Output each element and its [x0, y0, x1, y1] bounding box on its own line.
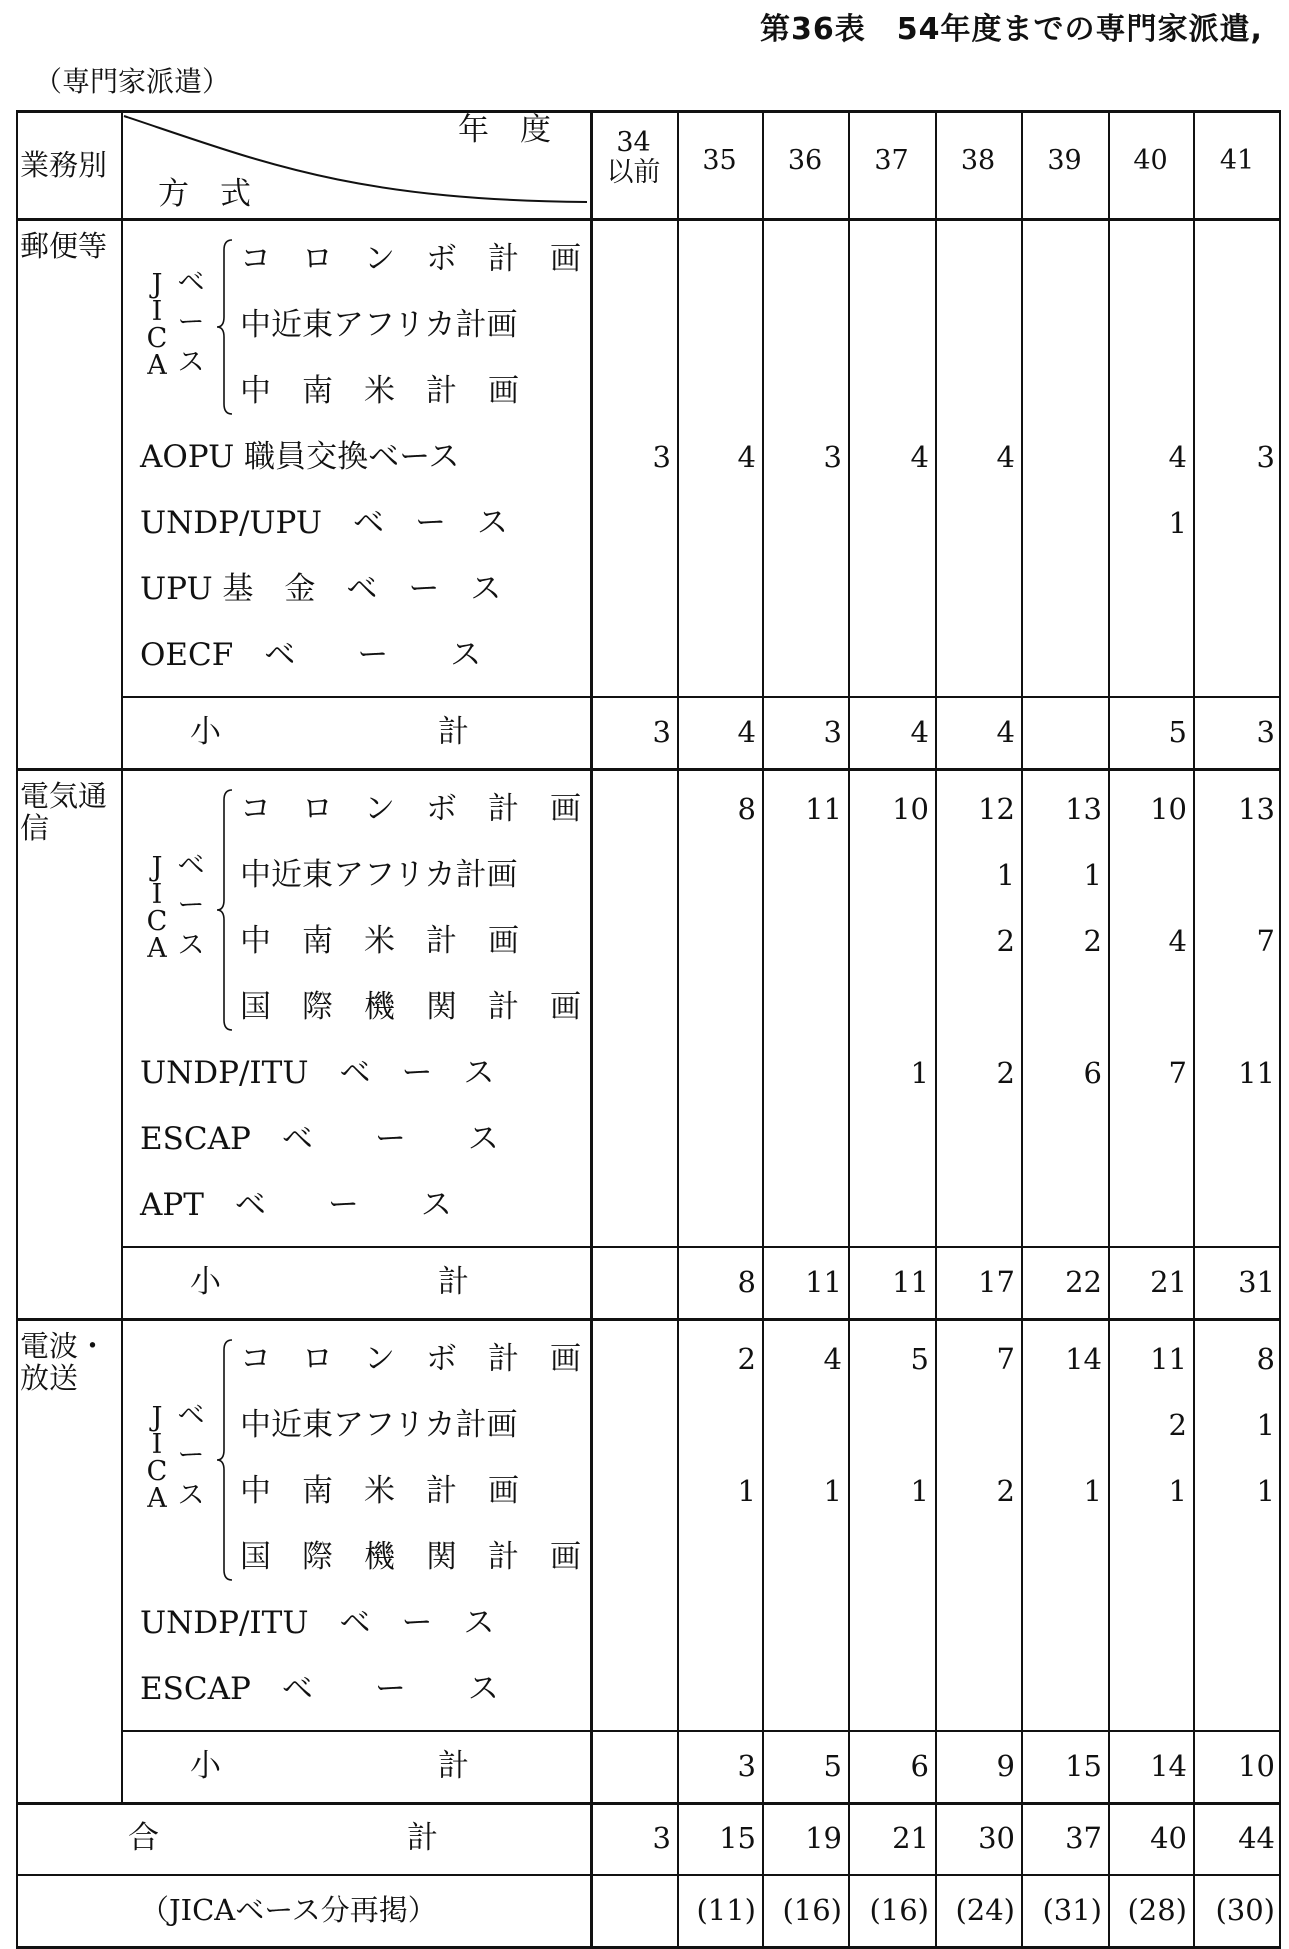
subtotal-row-cell-3: 11: [892, 1265, 929, 1299]
base-row-cell-4: 2: [996, 1056, 1015, 1090]
header-method: 方 式: [158, 176, 251, 212]
subtotal-row-cell-6: 21: [1150, 1265, 1187, 1299]
subtotal-row-cell-3: 4: [910, 715, 929, 749]
jica-row-label: コ ロ ン ボ 計 画: [240, 1341, 581, 1377]
jica-row-cell-3: 5: [910, 1342, 929, 1376]
jica-row-label: コ ロ ン ボ 計 画: [240, 791, 581, 827]
jica-row-label: 中 南 米 計 画: [240, 1473, 519, 1509]
table-left-rule: [16, 110, 18, 1946]
section-category-2: 電波・ 放送: [20, 1329, 108, 1395]
category-column-rule: [121, 110, 123, 218]
jica-row-cell-7: 1: [1256, 1474, 1275, 1508]
subtotal-row-cell-2: 11: [805, 1265, 842, 1299]
jica-row-cell-2: 4: [823, 1342, 842, 1376]
jica-brace-icon: [214, 788, 236, 1032]
total-row-cell-6: 40: [1150, 1821, 1187, 1855]
base-row-label: APT ベ ー ス: [140, 1187, 452, 1223]
jica-row-cell-3: 10: [892, 792, 929, 826]
subtotal-row-cell-4: 9: [996, 1749, 1015, 1783]
section-bottom-rule: [16, 768, 1281, 771]
subtotal-row-cell-5: 15: [1065, 1749, 1102, 1783]
subtotal-rule: [121, 1730, 1281, 1732]
jica-row-cell-2: 11: [805, 792, 842, 826]
header-year-4: 38: [960, 145, 996, 176]
header-bottom-rule: [16, 218, 1281, 221]
jica-row-cell-7: 7: [1256, 924, 1275, 958]
jica-row-cell-5: 14: [1065, 1342, 1102, 1376]
year-column-rule-1: [762, 110, 764, 1946]
jica-row-cell-5: 13: [1065, 792, 1102, 826]
base-row-cell-4: 4: [996, 440, 1015, 474]
year-column-rule-6: [1193, 110, 1195, 1946]
jica-row-cell-6: 1: [1168, 1474, 1187, 1508]
jica-restated-row-cell-5: (31): [1042, 1893, 1102, 1927]
base-row-label: AOPU 職員交換ベース: [140, 439, 460, 475]
jica-row-cell-5: 1: [1083, 1474, 1102, 1508]
jica-row-cell-7: 8: [1256, 1342, 1275, 1376]
subtotal-rule: [121, 696, 1281, 698]
base-row-cell-2: 3: [823, 440, 842, 474]
jica-row-cell-7: 13: [1238, 792, 1275, 826]
total-row-cell-3: 21: [892, 1821, 929, 1855]
jica-brace-icon: [214, 1338, 236, 1582]
total-row-cell-5: 37: [1065, 1821, 1102, 1855]
total-row-cell-7: 44: [1238, 1821, 1275, 1855]
section-category-0: 郵便等: [20, 229, 108, 263]
label-column-rule: [590, 110, 593, 1946]
header-year-1: 35: [702, 145, 737, 176]
jica-restated-row-cell-6: (28): [1127, 1893, 1187, 1927]
jica-row-cell-1: 1: [737, 1474, 756, 1508]
total-row-cell-1: 15: [719, 1821, 756, 1855]
jica-restated-row-cell-2: (16): [782, 1893, 842, 1927]
jica-letters-1: J I C A: [146, 852, 168, 964]
jica-row-cell-4: 12: [978, 792, 1015, 826]
base-row-cell-6: 4: [1168, 440, 1187, 474]
base-row-label: OECF ベ ー ス: [140, 637, 482, 673]
subtotal-row-cell-6: 5: [1168, 715, 1187, 749]
header-year-2: 36: [787, 145, 823, 176]
base-row-label: ESCAP ベ ー ス: [140, 1121, 499, 1157]
subtotal-label: 小 計: [190, 1264, 469, 1300]
jica-row-cell-4: 7: [996, 1342, 1015, 1376]
base-row-cell-6: 7: [1168, 1056, 1187, 1090]
subtotal-row-cell-5: 22: [1065, 1265, 1102, 1299]
year-column-rule-3: [935, 110, 937, 1946]
jica-row-label: 国 際 機 関 計 画: [240, 989, 581, 1025]
base-row-label: UNDP/ITU ベ ー ス: [140, 1055, 495, 1091]
subtotal-row-cell-3: 6: [910, 1749, 929, 1783]
page-title: 第36表 54年度までの専門家派遣,: [760, 12, 1263, 47]
jica-row-cell-7: 1: [1256, 1408, 1275, 1442]
jica-row-label: コ ロ ン ボ 計 画: [240, 241, 581, 277]
total-row-cell-0: 3: [652, 1821, 671, 1855]
table-right-rule: [1279, 110, 1281, 1946]
header-year-6: 40: [1133, 145, 1168, 176]
jica-row-cell-4: 2: [996, 1474, 1015, 1508]
category-column-rule: [121, 218, 123, 768]
jica-row-cell-6: 10: [1150, 792, 1187, 826]
jica-row-cell-5: 2: [1083, 924, 1102, 958]
base-row-label: UNDP/UPU ベ ー ス: [140, 505, 508, 541]
subtotal-row-cell-2: 3: [823, 715, 842, 749]
total-row-cell-2: 19: [805, 1821, 842, 1855]
total-row-cell-4: 30: [978, 1821, 1015, 1855]
base-row-cell-6: 1: [1168, 506, 1187, 540]
jica-brace-icon: [214, 238, 236, 416]
jica-row-label: 国 際 機 関 計 画: [240, 1539, 581, 1575]
jica-row-label: 中近東アフリカ計画: [240, 857, 518, 893]
jica-row-cell-6: 11: [1150, 1342, 1187, 1376]
subtotal-label: 小 計: [190, 714, 469, 750]
header-year-0: 34 以前: [606, 127, 661, 188]
subtotal-row-cell-6: 14: [1150, 1749, 1187, 1783]
header-year-5: 39: [1047, 145, 1082, 176]
base-row-label: ESCAP ベ ー ス: [140, 1671, 499, 1707]
base-row-cell-0: 3: [652, 440, 671, 474]
header-year-7: 41: [1219, 145, 1255, 176]
jica-base-label-0: ベ ー ス: [177, 267, 205, 378]
section-bottom-rule: [16, 1318, 1281, 1321]
year-column-rule-4: [1021, 110, 1023, 1946]
subtotal-row-cell-1: 3: [737, 1749, 756, 1783]
base-row-cell-3: 1: [910, 1056, 929, 1090]
jica-restated-row-cell-4: (24): [955, 1893, 1015, 1927]
subtotal-row-cell-4: 17: [978, 1265, 1015, 1299]
header-diagonal-curve: [122, 112, 592, 212]
category-column-rule: [121, 1318, 123, 1802]
jica-row-cell-6: 2: [1168, 1408, 1187, 1442]
jica-row-cell-2: 1: [823, 1474, 842, 1508]
base-row-cell-7: 11: [1238, 1056, 1275, 1090]
jica-restated-label: （JICAベース分再掲）: [140, 1893, 437, 1927]
subtotal-row-cell-7: 3: [1256, 715, 1275, 749]
year-column-rule-2: [848, 110, 850, 1946]
base-row-cell-7: 3: [1256, 440, 1275, 474]
jica-row-label: 中近東アフリカ計画: [240, 1407, 518, 1443]
jica-row-cell-5: 1: [1083, 858, 1102, 892]
jica-letters-0: J I C A: [146, 269, 168, 381]
header-year: 年 度: [458, 112, 551, 148]
jica-base-label-2: ベ ー ス: [177, 1400, 205, 1511]
base-row-label: UNDP/ITU ベ ー ス: [140, 1605, 495, 1641]
subtotal-row-cell-7: 31: [1238, 1265, 1275, 1299]
section-bottom-rule: [16, 1802, 1281, 1805]
subtotal-row-cell-0: 3: [652, 715, 671, 749]
jica-row-cell-6: 4: [1168, 924, 1187, 958]
base-row-label: UPU 基 金 ベ ー ス: [140, 571, 502, 607]
jica-row-label: 中 南 米 計 画: [240, 373, 519, 409]
base-row-cell-3: 4: [910, 440, 929, 474]
subtotal-row-cell-2: 5: [823, 1749, 842, 1783]
subtotal-rule: [121, 1246, 1281, 1248]
page-subtitle: （専門家派遣）: [34, 65, 231, 98]
subtotal-label: 小 計: [190, 1748, 469, 1784]
subtotal-row-cell-4: 4: [996, 715, 1015, 749]
jica-row-label: 中近東アフリカ計画: [240, 307, 518, 343]
year-column-rule-5: [1108, 110, 1110, 1946]
jica-restated-row-cell-7: (30): [1215, 1893, 1275, 1927]
subtotal-row-cell-1: 4: [737, 715, 756, 749]
jica-restated-row-cell-1: (11): [696, 1893, 756, 1927]
category-column-rule: [121, 768, 123, 1318]
section-category-1: 電気通 信: [20, 779, 108, 845]
base-row-cell-5: 6: [1083, 1056, 1102, 1090]
jica-row-cell-1: 2: [737, 1342, 756, 1376]
subtotal-row-cell-7: 10: [1238, 1749, 1275, 1783]
jica-row-cell-4: 2: [996, 924, 1015, 958]
jica-restated-row-cell-3: (16): [869, 1893, 929, 1927]
subtotal-row-cell-1: 8: [737, 1265, 756, 1299]
jica-row-cell-1: 8: [737, 792, 756, 826]
jica-base-label-1: ベ ー ス: [177, 850, 205, 961]
jica-row-cell-3: 1: [910, 1474, 929, 1508]
jica-row-cell-4: 1: [996, 858, 1015, 892]
year-column-rule-0: [677, 110, 679, 1946]
total-label: 合 計: [128, 1820, 438, 1856]
base-row-cell-1: 4: [737, 440, 756, 474]
jica-letters-2: J I C A: [146, 1402, 168, 1514]
total-bottom-rule: [16, 1874, 1281, 1876]
jica-row-label: 中 南 米 計 画: [240, 923, 519, 959]
header-category: 業務別: [20, 148, 108, 182]
header-year-3: 37: [874, 145, 909, 176]
